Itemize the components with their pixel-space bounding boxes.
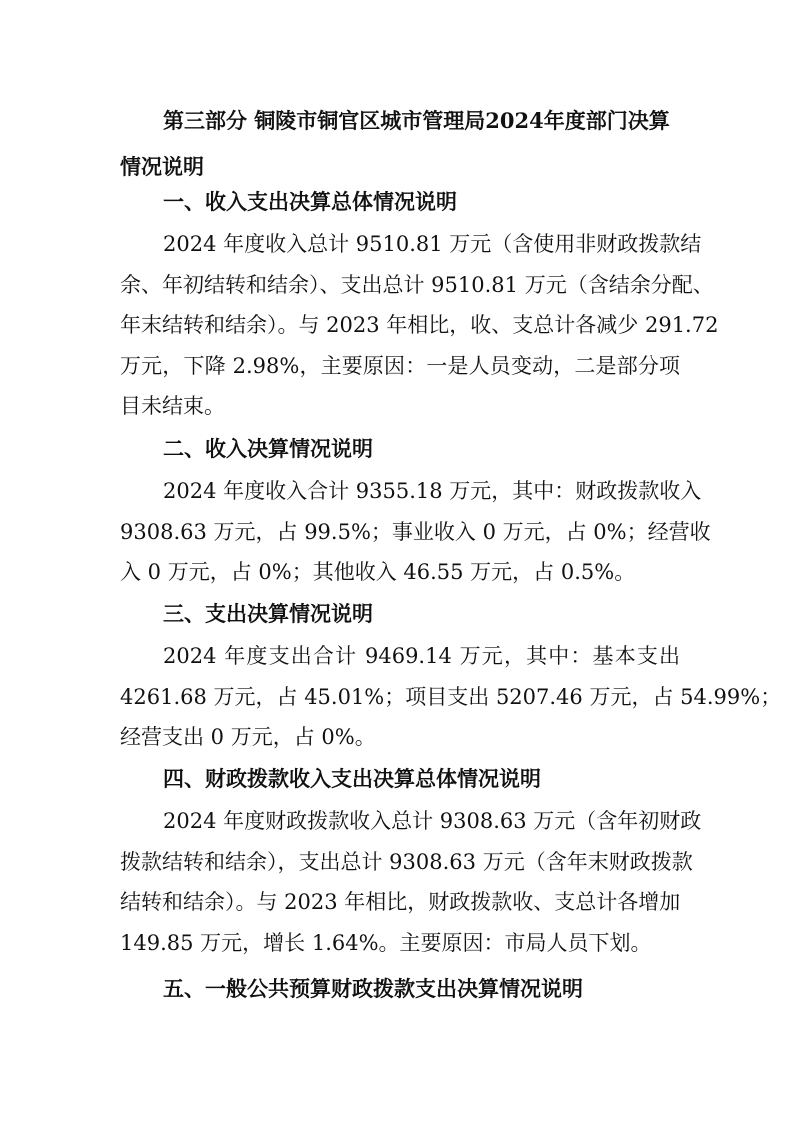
section-heading-3: 三、支出决算情况说明 (163, 601, 373, 626)
paragraph-line: 9308.63 万元，占 99.5%；事业收入 0 万元，占 0%；经营收 (120, 519, 711, 544)
section-heading-2: 二、收入决算情况说明 (163, 436, 373, 461)
section-paragraph-3 (120, 636, 782, 758)
paragraph-line: 拨款结转和结余），支出总计 9308.63 万元（含年末财政拨款 (120, 849, 693, 874)
section-paragraph-4 (120, 801, 702, 963)
paragraph-line: 经营支出 0 万元，占 0%。 (120, 725, 376, 749)
section-heading-1: 一、收入支出决算总体情况说明 (163, 189, 457, 214)
paragraph-line: 2024 年度收入总计 9510.81 万元（含使用非财政拨款结 (163, 232, 702, 256)
title-line-1: 第三部分 铜陵市铜官区城市管理局2024年度部门决算 (163, 108, 670, 133)
paragraph-line: 万元，下降 2.98%，主要原因：一是人员变动，二是部分项 (120, 353, 680, 378)
paragraph-line: 目未结束。 (120, 394, 225, 418)
paragraph-line: 4261.68 万元，占 45.01%；项目支出 5207.46 万元，占 54.99%； (120, 684, 782, 709)
paragraph-line: 入 0 万元，占 0%；其他收入 46.55 万元，占 0.5%。 (120, 560, 636, 584)
document-title (120, 98, 680, 190)
title-line-2: 情况说明 (120, 154, 204, 179)
section-paragraph-1 (120, 224, 719, 427)
section-heading-5: 五、一般公共预算财政拨款支出决算情况说明 (163, 976, 583, 1001)
paragraph-line: 结转和结余）。与 2023 年相比，财政拨款收、支总计各增加 (120, 890, 681, 914)
paragraph-line: 余、年初结转和结余）、支出总计 9510.81 万元（含结余分配、 (120, 272, 714, 297)
paragraph-line: 2024 年度支出合计 9469.14 万元，其中：基本支出 (163, 644, 680, 668)
paragraph-line: 2024 年度收入合计 9355.18 万元，其中：财政拨款收入 (163, 479, 702, 503)
section-paragraph-2 (120, 471, 711, 593)
paragraph-line: 年末结转和结余）。与 2023 年相比，收、支总计各减少 291.72 (120, 313, 719, 337)
paragraph-line: 2024 年度财政拨款收入总计 9308.63 万元（含年初财政 (163, 809, 702, 833)
section-heading-4: 四、财政拨款收入支出决算总体情况说明 (163, 766, 541, 791)
paragraph-line: 149.85 万元，增长 1.64%。主要原因：市局人员下划。 (120, 930, 652, 955)
